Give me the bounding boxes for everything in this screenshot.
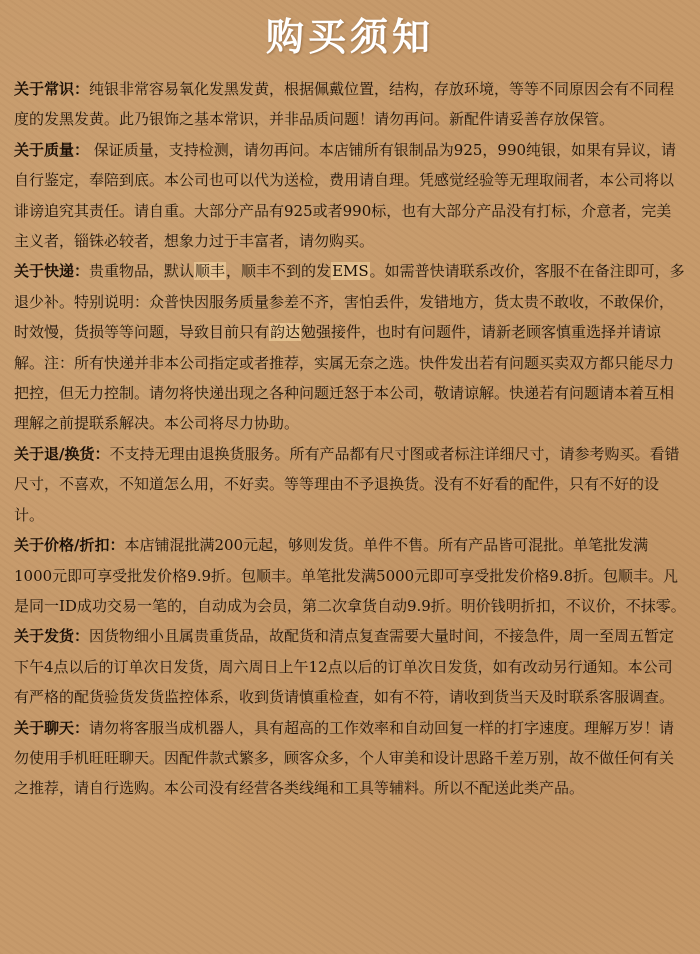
section-label: 关于退/换货： bbox=[14, 444, 110, 463]
section-pricing bbox=[14, 530, 686, 621]
courier-name-yunda: 韵达 bbox=[270, 323, 301, 342]
section-text: ，顺丰不到的发 bbox=[226, 262, 332, 281]
section-text: 纯银非常容易氧化发黑发黄，根据佩戴位置，结构，存放环境，等等不同原因会有不同程度的发黑发黄。此乃银饰之基本常识，并非品质问题！请勿再问。新配件请妥善存放保管。 bbox=[14, 80, 675, 129]
section-label: 关于常识： bbox=[14, 80, 90, 98]
section-shipping bbox=[14, 621, 686, 712]
section-label: 关于质量： bbox=[14, 140, 90, 159]
section-text: 保证质量，支持检测，请勿再问。本店铺所有银制品为925，990纯银，如果有异议，请自行鉴定，奉陪到底。本公司也可以代为送检，费用请自理。凭感觉经验等无理取闹者，本公司将以诽谤追究其责任。请自重。大部分产品有925或者990标，也有大部分产品没有打标，介意者，完美主义者，锱铢必较者，想象力过于丰富者，请勿购买。 bbox=[14, 140, 677, 251]
section-returns bbox=[14, 439, 686, 530]
section-common-sense bbox=[14, 74, 686, 135]
section-label: 关于聊天： bbox=[14, 718, 90, 737]
courier-name-sf: 顺丰 bbox=[195, 262, 226, 281]
section-text: 因货物细小且属贵重货品，故配货和清点复查需要大量时间，不接急件，周一至周五暂定下午4点以后的订单次日发货，周六周日上午12点以后的订单次日发货，如有改动另行通知。本公司有严格的配货验货发货监控体系，收到货请慎重检查，如有不符，请收到货当天及时联系客服调查。 bbox=[14, 627, 675, 707]
section-label: 关于发货： bbox=[14, 627, 90, 646]
section-text: 不支持无理由退换货服务。所有产品都有尺寸图或者标注详细尺寸，请参考购买。看错尺寸，不喜欢，不知道怎么用，不好卖。等等理由不予退换货。没有不好看的配件，只有不好的设计。 bbox=[14, 444, 680, 524]
section-text: 勉强接件，也时有问题件，请新老顾客慎重选择并请谅解。注：所有快递并非本公司指定或者推荐，实属无奈之选。快件发出若有问题买卖双方都只能尽力把控，但无力控制。请勿将快递出现之各种问题迁怒于本公司，敬请谅解。快递若有问题请本着互相理解之前提联系解决。本公司将尽力协助。 bbox=[14, 323, 675, 433]
section-text: 。如需普快请联系改价，客服不在备注即可，多退少补。特别说明：众普快因服务质量参差不齐，害怕丢件，发错地方，货太贵不敢收，不敢保价，时效慢，货损等等问题，导致目前只有 bbox=[14, 262, 685, 342]
page-title: 购买须知 bbox=[265, 14, 434, 59]
section-label: 关于价格/折扣： bbox=[14, 536, 125, 555]
courier-name-ems: EMS bbox=[332, 262, 369, 281]
section-label: 关于快递： bbox=[14, 262, 90, 281]
section-chat bbox=[14, 713, 686, 804]
section-express bbox=[14, 256, 686, 438]
section-text: 请勿将客服当成机器人，具有超高的工作效率和自动回复一样的打字速度。理解万岁！请勿使用手机旺旺聊天。因配件款式繁多，顾客众多，个人审美和设计思路千差万别，故不做任何有关之推荐，请自行选购。本公司没有经营各类线绳和工具等辅料。所以不配送此类产品。 bbox=[14, 718, 675, 798]
section-quality bbox=[14, 135, 686, 257]
section-text: 贵重物品，默认 bbox=[89, 262, 195, 281]
section-text: 本店铺混批满200元起，够则发货。单件不售。所有产品皆可混批。单笔批发满1000元即可享受批发价格9.9折。包顺丰。单笔批发满5000元即可享受批发价格9.8折。包顺丰。凡是同一ID成功交易一笔的，自动成为会员，第二次拿货自动9.9折。明价钱明折扣，不议价，不抹零。 bbox=[14, 536, 686, 615]
